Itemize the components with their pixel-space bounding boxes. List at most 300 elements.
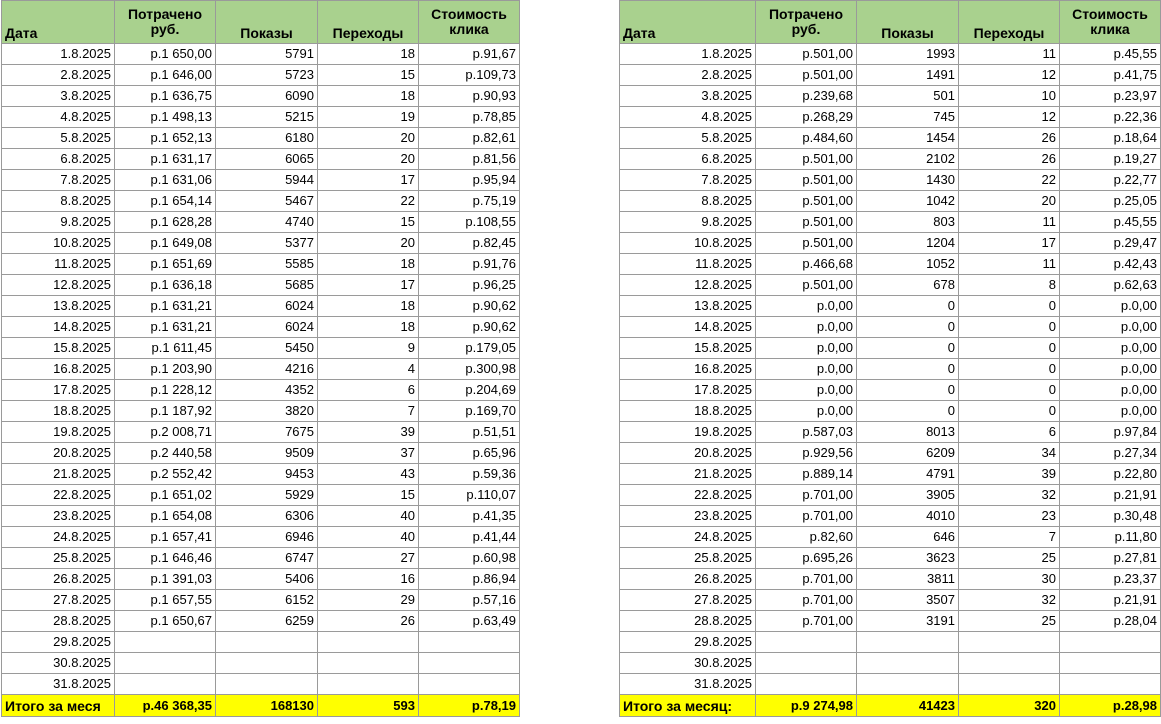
- impressions-cell[interactable]: 0: [857, 338, 959, 359]
- date-cell[interactable]: 9.8.2025: [2, 212, 115, 233]
- date-cell[interactable]: 6.8.2025: [620, 149, 756, 170]
- impressions-cell[interactable]: 5685: [216, 275, 318, 296]
- impressions-cell[interactable]: 6090: [216, 86, 318, 107]
- impressions-cell[interactable]: 1042: [857, 191, 959, 212]
- cost-per-click-cell[interactable]: р.59,36: [419, 464, 520, 485]
- cost-per-click-cell[interactable]: р.179,05: [419, 338, 520, 359]
- date-cell[interactable]: 23.8.2025: [2, 506, 115, 527]
- cost-per-click-cell[interactable]: [1060, 632, 1161, 653]
- date-cell[interactable]: 26.8.2025: [620, 569, 756, 590]
- total-label-cell[interactable]: Итого за меся: [2, 695, 115, 717]
- spent-cell[interactable]: р.2 008,71: [115, 422, 216, 443]
- spent-cell[interactable]: р.929,56: [756, 443, 857, 464]
- clicks-cell[interactable]: 11: [959, 44, 1060, 65]
- spent-cell[interactable]: р.889,14: [756, 464, 857, 485]
- spent-cell[interactable]: р.1 654,14: [115, 191, 216, 212]
- impressions-cell[interactable]: 3811: [857, 569, 959, 590]
- date-cell[interactable]: 25.8.2025: [2, 548, 115, 569]
- impressions-cell[interactable]: 0: [857, 380, 959, 401]
- cost-per-click-cell[interactable]: р.82,61: [419, 128, 520, 149]
- clicks-cell[interactable]: 22: [959, 170, 1060, 191]
- impressions-cell[interactable]: 3905: [857, 485, 959, 506]
- clicks-cell[interactable]: 15: [318, 485, 419, 506]
- clicks-cell[interactable]: 39: [959, 464, 1060, 485]
- spent-cell[interactable]: р.239,68: [756, 86, 857, 107]
- clicks-cell[interactable]: 20: [318, 233, 419, 254]
- impressions-cell[interactable]: 0: [857, 296, 959, 317]
- clicks-cell[interactable]: 4: [318, 359, 419, 380]
- cost-per-click-cell[interactable]: р.0,00: [1060, 296, 1161, 317]
- date-cell[interactable]: 30.8.2025: [620, 653, 756, 674]
- date-cell[interactable]: 26.8.2025: [2, 569, 115, 590]
- clicks-cell[interactable]: 30: [959, 569, 1060, 590]
- clicks-cell[interactable]: 37: [318, 443, 419, 464]
- spent-cell[interactable]: р.1 652,13: [115, 128, 216, 149]
- cost-per-click-cell[interactable]: р.29,47: [1060, 233, 1161, 254]
- total-impressions-cell[interactable]: 168130: [216, 695, 318, 717]
- date-cell[interactable]: 6.8.2025: [2, 149, 115, 170]
- date-cell[interactable]: 22.8.2025: [2, 485, 115, 506]
- date-cell[interactable]: 22.8.2025: [620, 485, 756, 506]
- spent-cell[interactable]: р.501,00: [756, 191, 857, 212]
- date-cell[interactable]: 12.8.2025: [2, 275, 115, 296]
- clicks-cell[interactable]: 26: [959, 128, 1060, 149]
- spent-cell[interactable]: р.1 203,90: [115, 359, 216, 380]
- total-impressions-cell[interactable]: 41423: [857, 695, 959, 717]
- impressions-cell[interactable]: 6024: [216, 296, 318, 317]
- spent-cell[interactable]: р.695,26: [756, 548, 857, 569]
- spent-cell[interactable]: [756, 674, 857, 695]
- header-cell-clicks[interactable]: Переходы: [318, 1, 419, 44]
- impressions-cell[interactable]: 6946: [216, 527, 318, 548]
- cost-per-click-cell[interactable]: р.0,00: [1060, 380, 1161, 401]
- spent-cell[interactable]: [756, 632, 857, 653]
- cost-per-click-cell[interactable]: р.57,16: [419, 590, 520, 611]
- cost-per-click-cell[interactable]: р.62,63: [1060, 275, 1161, 296]
- cost-per-click-cell[interactable]: р.300,98: [419, 359, 520, 380]
- spent-cell[interactable]: р.1 651,02: [115, 485, 216, 506]
- clicks-cell[interactable]: 22: [318, 191, 419, 212]
- impressions-cell[interactable]: 6259: [216, 611, 318, 632]
- clicks-cell[interactable]: 18: [318, 44, 419, 65]
- spent-cell[interactable]: р.1 631,21: [115, 296, 216, 317]
- spent-cell[interactable]: р.587,03: [756, 422, 857, 443]
- spent-cell[interactable]: р.1 636,18: [115, 275, 216, 296]
- cost-per-click-cell[interactable]: р.204,69: [419, 380, 520, 401]
- spent-cell[interactable]: р.466,68: [756, 254, 857, 275]
- date-cell[interactable]: 28.8.2025: [620, 611, 756, 632]
- cost-per-click-cell[interactable]: р.90,62: [419, 317, 520, 338]
- cost-per-click-cell[interactable]: р.0,00: [1060, 359, 1161, 380]
- clicks-cell[interactable]: 18: [318, 296, 419, 317]
- spent-cell[interactable]: р.1 650,67: [115, 611, 216, 632]
- impressions-cell[interactable]: 8013: [857, 422, 959, 443]
- cost-per-click-cell[interactable]: р.110,07: [419, 485, 520, 506]
- date-cell[interactable]: 3.8.2025: [620, 86, 756, 107]
- cost-per-click-cell[interactable]: р.25,05: [1060, 191, 1161, 212]
- impressions-cell[interactable]: [857, 674, 959, 695]
- cost-per-click-cell[interactable]: р.45,55: [1060, 212, 1161, 233]
- clicks-cell[interactable]: 17: [318, 170, 419, 191]
- impressions-cell[interactable]: 5406: [216, 569, 318, 590]
- date-cell[interactable]: 31.8.2025: [620, 674, 756, 695]
- impressions-cell[interactable]: [216, 632, 318, 653]
- clicks-cell[interactable]: 8: [959, 275, 1060, 296]
- date-cell[interactable]: 10.8.2025: [2, 233, 115, 254]
- clicks-cell[interactable]: 17: [959, 233, 1060, 254]
- clicks-cell[interactable]: 20: [318, 128, 419, 149]
- clicks-cell[interactable]: [959, 632, 1060, 653]
- impressions-cell[interactable]: 1993: [857, 44, 959, 65]
- clicks-cell[interactable]: 6: [318, 380, 419, 401]
- spent-cell[interactable]: р.701,00: [756, 611, 857, 632]
- impressions-cell[interactable]: 5215: [216, 107, 318, 128]
- clicks-cell[interactable]: 15: [318, 212, 419, 233]
- clicks-cell[interactable]: 26: [959, 149, 1060, 170]
- cost-per-click-cell[interactable]: р.60,98: [419, 548, 520, 569]
- spent-cell[interactable]: р.0,00: [756, 401, 857, 422]
- impressions-cell[interactable]: 2102: [857, 149, 959, 170]
- impressions-cell[interactable]: 5723: [216, 65, 318, 86]
- impressions-cell[interactable]: 678: [857, 275, 959, 296]
- cost-per-click-cell[interactable]: р.90,93: [419, 86, 520, 107]
- clicks-cell[interactable]: 26: [318, 611, 419, 632]
- spent-cell[interactable]: р.501,00: [756, 275, 857, 296]
- cost-per-click-cell[interactable]: [1060, 653, 1161, 674]
- impressions-cell[interactable]: 6180: [216, 128, 318, 149]
- total-clicks-cell[interactable]: 320: [959, 695, 1060, 717]
- spent-cell[interactable]: р.1 651,69: [115, 254, 216, 275]
- spent-cell[interactable]: р.701,00: [756, 569, 857, 590]
- date-cell[interactable]: 18.8.2025: [620, 401, 756, 422]
- spent-cell[interactable]: р.0,00: [756, 359, 857, 380]
- clicks-cell[interactable]: 15: [318, 65, 419, 86]
- spent-cell[interactable]: [115, 653, 216, 674]
- spent-cell[interactable]: р.0,00: [756, 317, 857, 338]
- date-cell[interactable]: 24.8.2025: [2, 527, 115, 548]
- clicks-cell[interactable]: 34: [959, 443, 1060, 464]
- spent-cell[interactable]: р.1 628,28: [115, 212, 216, 233]
- clicks-cell[interactable]: 0: [959, 338, 1060, 359]
- cost-per-click-cell[interactable]: р.90,62: [419, 296, 520, 317]
- cost-per-click-cell[interactable]: р.63,49: [419, 611, 520, 632]
- date-cell[interactable]: 16.8.2025: [620, 359, 756, 380]
- clicks-cell[interactable]: 32: [959, 485, 1060, 506]
- date-cell[interactable]: 23.8.2025: [620, 506, 756, 527]
- clicks-cell[interactable]: 16: [318, 569, 419, 590]
- clicks-cell[interactable]: 23: [959, 506, 1060, 527]
- clicks-cell[interactable]: 19: [318, 107, 419, 128]
- header-cell-spent[interactable]: Потрачено руб.: [756, 1, 857, 44]
- spent-cell[interactable]: р.0,00: [756, 338, 857, 359]
- date-cell[interactable]: 2.8.2025: [2, 65, 115, 86]
- cost-per-click-cell[interactable]: р.91,76: [419, 254, 520, 275]
- impressions-cell[interactable]: 6747: [216, 548, 318, 569]
- spent-cell[interactable]: р.1 498,13: [115, 107, 216, 128]
- spent-cell[interactable]: р.1 646,46: [115, 548, 216, 569]
- date-cell[interactable]: 15.8.2025: [620, 338, 756, 359]
- impressions-cell[interactable]: 3820: [216, 401, 318, 422]
- date-cell[interactable]: 21.8.2025: [2, 464, 115, 485]
- clicks-cell[interactable]: 0: [959, 359, 1060, 380]
- spent-cell[interactable]: р.1 636,75: [115, 86, 216, 107]
- impressions-cell[interactable]: 4791: [857, 464, 959, 485]
- total-spent-cell[interactable]: р.46 368,35: [115, 695, 216, 717]
- date-cell[interactable]: 8.8.2025: [620, 191, 756, 212]
- impressions-cell[interactable]: 803: [857, 212, 959, 233]
- impressions-cell[interactable]: 5929: [216, 485, 318, 506]
- spent-cell[interactable]: р.1 649,08: [115, 233, 216, 254]
- impressions-cell[interactable]: 6152: [216, 590, 318, 611]
- clicks-cell[interactable]: 12: [959, 107, 1060, 128]
- impressions-cell[interactable]: 9453: [216, 464, 318, 485]
- header-cell-clicks[interactable]: Переходы: [959, 1, 1060, 44]
- header-cell-cost-per-click[interactable]: Стоимость клика: [419, 1, 520, 44]
- clicks-cell[interactable]: 7: [318, 401, 419, 422]
- spent-cell[interactable]: р.2 552,42: [115, 464, 216, 485]
- cost-per-click-cell[interactable]: р.81,56: [419, 149, 520, 170]
- spent-cell[interactable]: р.1 650,00: [115, 44, 216, 65]
- date-cell[interactable]: 16.8.2025: [2, 359, 115, 380]
- cost-per-click-cell[interactable]: р.45,55: [1060, 44, 1161, 65]
- date-cell[interactable]: 7.8.2025: [620, 170, 756, 191]
- clicks-cell[interactable]: 40: [318, 506, 419, 527]
- clicks-cell[interactable]: 0: [959, 380, 1060, 401]
- cost-per-click-cell[interactable]: р.95,94: [419, 170, 520, 191]
- cost-per-click-cell[interactable]: р.75,19: [419, 191, 520, 212]
- impressions-cell[interactable]: 1430: [857, 170, 959, 191]
- impressions-cell[interactable]: 0: [857, 401, 959, 422]
- spent-cell[interactable]: р.1 631,06: [115, 170, 216, 191]
- cost-per-click-cell[interactable]: [419, 632, 520, 653]
- clicks-cell[interactable]: 7: [959, 527, 1060, 548]
- cost-per-click-cell[interactable]: р.78,85: [419, 107, 520, 128]
- date-cell[interactable]: 4.8.2025: [2, 107, 115, 128]
- impressions-cell[interactable]: 4352: [216, 380, 318, 401]
- total-spent-cell[interactable]: р.9 274,98: [756, 695, 857, 717]
- clicks-cell[interactable]: 40: [318, 527, 419, 548]
- cost-per-click-cell[interactable]: р.22,80: [1060, 464, 1161, 485]
- date-cell[interactable]: 13.8.2025: [620, 296, 756, 317]
- impressions-cell[interactable]: 646: [857, 527, 959, 548]
- clicks-cell[interactable]: [959, 653, 1060, 674]
- spent-cell[interactable]: р.484,60: [756, 128, 857, 149]
- spent-cell[interactable]: р.1 654,08: [115, 506, 216, 527]
- clicks-cell[interactable]: 0: [959, 296, 1060, 317]
- cost-per-click-cell[interactable]: р.169,70: [419, 401, 520, 422]
- cost-per-click-cell[interactable]: р.86,94: [419, 569, 520, 590]
- impressions-cell[interactable]: 0: [857, 317, 959, 338]
- date-cell[interactable]: 20.8.2025: [620, 443, 756, 464]
- impressions-cell[interactable]: 4010: [857, 506, 959, 527]
- clicks-cell[interactable]: 17: [318, 275, 419, 296]
- date-cell[interactable]: 5.8.2025: [620, 128, 756, 149]
- impressions-cell[interactable]: [216, 674, 318, 695]
- total-label-cell[interactable]: Итого за месяц:: [620, 695, 756, 717]
- total-clicks-cell[interactable]: 593: [318, 695, 419, 717]
- cost-per-click-cell[interactable]: р.0,00: [1060, 401, 1161, 422]
- date-cell[interactable]: 11.8.2025: [620, 254, 756, 275]
- header-cell-spent[interactable]: Потрачено руб.: [115, 1, 216, 44]
- impressions-cell[interactable]: 1491: [857, 65, 959, 86]
- impressions-cell[interactable]: [857, 653, 959, 674]
- cost-per-click-cell[interactable]: р.41,75: [1060, 65, 1161, 86]
- spent-cell[interactable]: р.1 631,17: [115, 149, 216, 170]
- clicks-cell[interactable]: 6: [959, 422, 1060, 443]
- date-cell[interactable]: 9.8.2025: [620, 212, 756, 233]
- impressions-cell[interactable]: 6024: [216, 317, 318, 338]
- spent-cell[interactable]: р.2 440,58: [115, 443, 216, 464]
- date-cell[interactable]: 14.8.2025: [2, 317, 115, 338]
- clicks-cell[interactable]: 11: [959, 254, 1060, 275]
- impressions-cell[interactable]: [857, 632, 959, 653]
- total-cost-per-click-cell[interactable]: р.78,19: [419, 695, 520, 717]
- cost-per-click-cell[interactable]: р.91,67: [419, 44, 520, 65]
- clicks-cell[interactable]: 32: [959, 590, 1060, 611]
- clicks-cell[interactable]: [318, 674, 419, 695]
- cost-per-click-cell[interactable]: р.30,48: [1060, 506, 1161, 527]
- cost-per-click-cell[interactable]: [419, 653, 520, 674]
- date-cell[interactable]: 8.8.2025: [2, 191, 115, 212]
- cost-per-click-cell[interactable]: р.51,51: [419, 422, 520, 443]
- clicks-cell[interactable]: 20: [318, 149, 419, 170]
- impressions-cell[interactable]: 1204: [857, 233, 959, 254]
- impressions-cell[interactable]: [216, 653, 318, 674]
- cost-per-click-cell[interactable]: р.23,37: [1060, 569, 1161, 590]
- cost-per-click-cell[interactable]: р.27,81: [1060, 548, 1161, 569]
- date-cell[interactable]: 29.8.2025: [620, 632, 756, 653]
- cost-per-click-cell[interactable]: р.42,43: [1060, 254, 1161, 275]
- impressions-cell[interactable]: 5377: [216, 233, 318, 254]
- header-cell-impressions[interactable]: Показы: [857, 1, 959, 44]
- date-cell[interactable]: 18.8.2025: [2, 401, 115, 422]
- cost-per-click-cell[interactable]: [1060, 674, 1161, 695]
- clicks-cell[interactable]: 25: [959, 611, 1060, 632]
- spent-cell[interactable]: р.268,29: [756, 107, 857, 128]
- impressions-cell[interactable]: 6306: [216, 506, 318, 527]
- spent-cell[interactable]: р.701,00: [756, 590, 857, 611]
- date-cell[interactable]: 11.8.2025: [2, 254, 115, 275]
- impressions-cell[interactable]: 5467: [216, 191, 318, 212]
- spent-cell[interactable]: р.501,00: [756, 233, 857, 254]
- cost-per-click-cell[interactable]: р.96,25: [419, 275, 520, 296]
- spent-cell[interactable]: [115, 674, 216, 695]
- impressions-cell[interactable]: 7675: [216, 422, 318, 443]
- date-cell[interactable]: 1.8.2025: [620, 44, 756, 65]
- spent-cell[interactable]: р.501,00: [756, 44, 857, 65]
- spent-cell[interactable]: р.1 657,41: [115, 527, 216, 548]
- impressions-cell[interactable]: 4216: [216, 359, 318, 380]
- clicks-cell[interactable]: 11: [959, 212, 1060, 233]
- header-cell-impressions[interactable]: Показы: [216, 1, 318, 44]
- cost-per-click-cell[interactable]: р.82,45: [419, 233, 520, 254]
- cost-per-click-cell[interactable]: р.23,97: [1060, 86, 1161, 107]
- clicks-cell[interactable]: 9: [318, 338, 419, 359]
- clicks-cell[interactable]: 10: [959, 86, 1060, 107]
- date-cell[interactable]: 27.8.2025: [620, 590, 756, 611]
- date-cell[interactable]: 17.8.2025: [620, 380, 756, 401]
- clicks-cell[interactable]: 18: [318, 86, 419, 107]
- date-cell[interactable]: 1.8.2025: [2, 44, 115, 65]
- cost-per-click-cell[interactable]: р.11,80: [1060, 527, 1161, 548]
- header-cell-cost-per-click[interactable]: Стоимость клика: [1060, 1, 1161, 44]
- date-cell[interactable]: 14.8.2025: [620, 317, 756, 338]
- date-cell[interactable]: 30.8.2025: [2, 653, 115, 674]
- date-cell[interactable]: 13.8.2025: [2, 296, 115, 317]
- date-cell[interactable]: 28.8.2025: [2, 611, 115, 632]
- clicks-cell[interactable]: 25: [959, 548, 1060, 569]
- impressions-cell[interactable]: 1052: [857, 254, 959, 275]
- date-cell[interactable]: 20.8.2025: [2, 443, 115, 464]
- impressions-cell[interactable]: 5944: [216, 170, 318, 191]
- spent-cell[interactable]: р.1 187,92: [115, 401, 216, 422]
- cost-per-click-cell[interactable]: р.21,91: [1060, 485, 1161, 506]
- date-cell[interactable]: 21.8.2025: [620, 464, 756, 485]
- clicks-cell[interactable]: 0: [959, 317, 1060, 338]
- clicks-cell[interactable]: [318, 632, 419, 653]
- impressions-cell[interactable]: 501: [857, 86, 959, 107]
- impressions-cell[interactable]: 1454: [857, 128, 959, 149]
- cost-per-click-cell[interactable]: р.41,44: [419, 527, 520, 548]
- clicks-cell[interactable]: 39: [318, 422, 419, 443]
- spent-cell[interactable]: р.1 631,21: [115, 317, 216, 338]
- cost-per-click-cell[interactable]: р.22,36: [1060, 107, 1161, 128]
- clicks-cell[interactable]: 18: [318, 317, 419, 338]
- clicks-cell[interactable]: 12: [959, 65, 1060, 86]
- spent-cell[interactable]: р.501,00: [756, 170, 857, 191]
- impressions-cell[interactable]: 6209: [857, 443, 959, 464]
- impressions-cell[interactable]: 3191: [857, 611, 959, 632]
- cost-per-click-cell[interactable]: [419, 674, 520, 695]
- date-cell[interactable]: 2.8.2025: [620, 65, 756, 86]
- date-cell[interactable]: 24.8.2025: [620, 527, 756, 548]
- date-cell[interactable]: 19.8.2025: [620, 422, 756, 443]
- date-cell[interactable]: 10.8.2025: [620, 233, 756, 254]
- spent-cell[interactable]: р.1 657,55: [115, 590, 216, 611]
- cost-per-click-cell[interactable]: р.108,55: [419, 212, 520, 233]
- spent-cell[interactable]: р.1 391,03: [115, 569, 216, 590]
- spent-cell[interactable]: [756, 653, 857, 674]
- date-cell[interactable]: 15.8.2025: [2, 338, 115, 359]
- cost-per-click-cell[interactable]: р.41,35: [419, 506, 520, 527]
- date-cell[interactable]: 17.8.2025: [2, 380, 115, 401]
- clicks-cell[interactable]: 43: [318, 464, 419, 485]
- impressions-cell[interactable]: 9509: [216, 443, 318, 464]
- clicks-cell[interactable]: [959, 674, 1060, 695]
- impressions-cell[interactable]: 3623: [857, 548, 959, 569]
- date-cell[interactable]: 27.8.2025: [2, 590, 115, 611]
- date-cell[interactable]: 7.8.2025: [2, 170, 115, 191]
- clicks-cell[interactable]: 0: [959, 401, 1060, 422]
- spent-cell[interactable]: р.501,00: [756, 212, 857, 233]
- date-cell[interactable]: 19.8.2025: [2, 422, 115, 443]
- date-cell[interactable]: 12.8.2025: [620, 275, 756, 296]
- impressions-cell[interactable]: 6065: [216, 149, 318, 170]
- spent-cell[interactable]: р.82,60: [756, 527, 857, 548]
- spent-cell[interactable]: р.701,00: [756, 485, 857, 506]
- impressions-cell[interactable]: 5585: [216, 254, 318, 275]
- spent-cell[interactable]: р.0,00: [756, 296, 857, 317]
- spent-cell[interactable]: р.501,00: [756, 149, 857, 170]
- cost-per-click-cell[interactable]: р.0,00: [1060, 338, 1161, 359]
- clicks-cell[interactable]: 27: [318, 548, 419, 569]
- impressions-cell[interactable]: 4740: [216, 212, 318, 233]
- impressions-cell[interactable]: 3507: [857, 590, 959, 611]
- date-cell[interactable]: 25.8.2025: [620, 548, 756, 569]
- date-cell[interactable]: 5.8.2025: [2, 128, 115, 149]
- spent-cell[interactable]: [115, 632, 216, 653]
- impressions-cell[interactable]: 0: [857, 359, 959, 380]
